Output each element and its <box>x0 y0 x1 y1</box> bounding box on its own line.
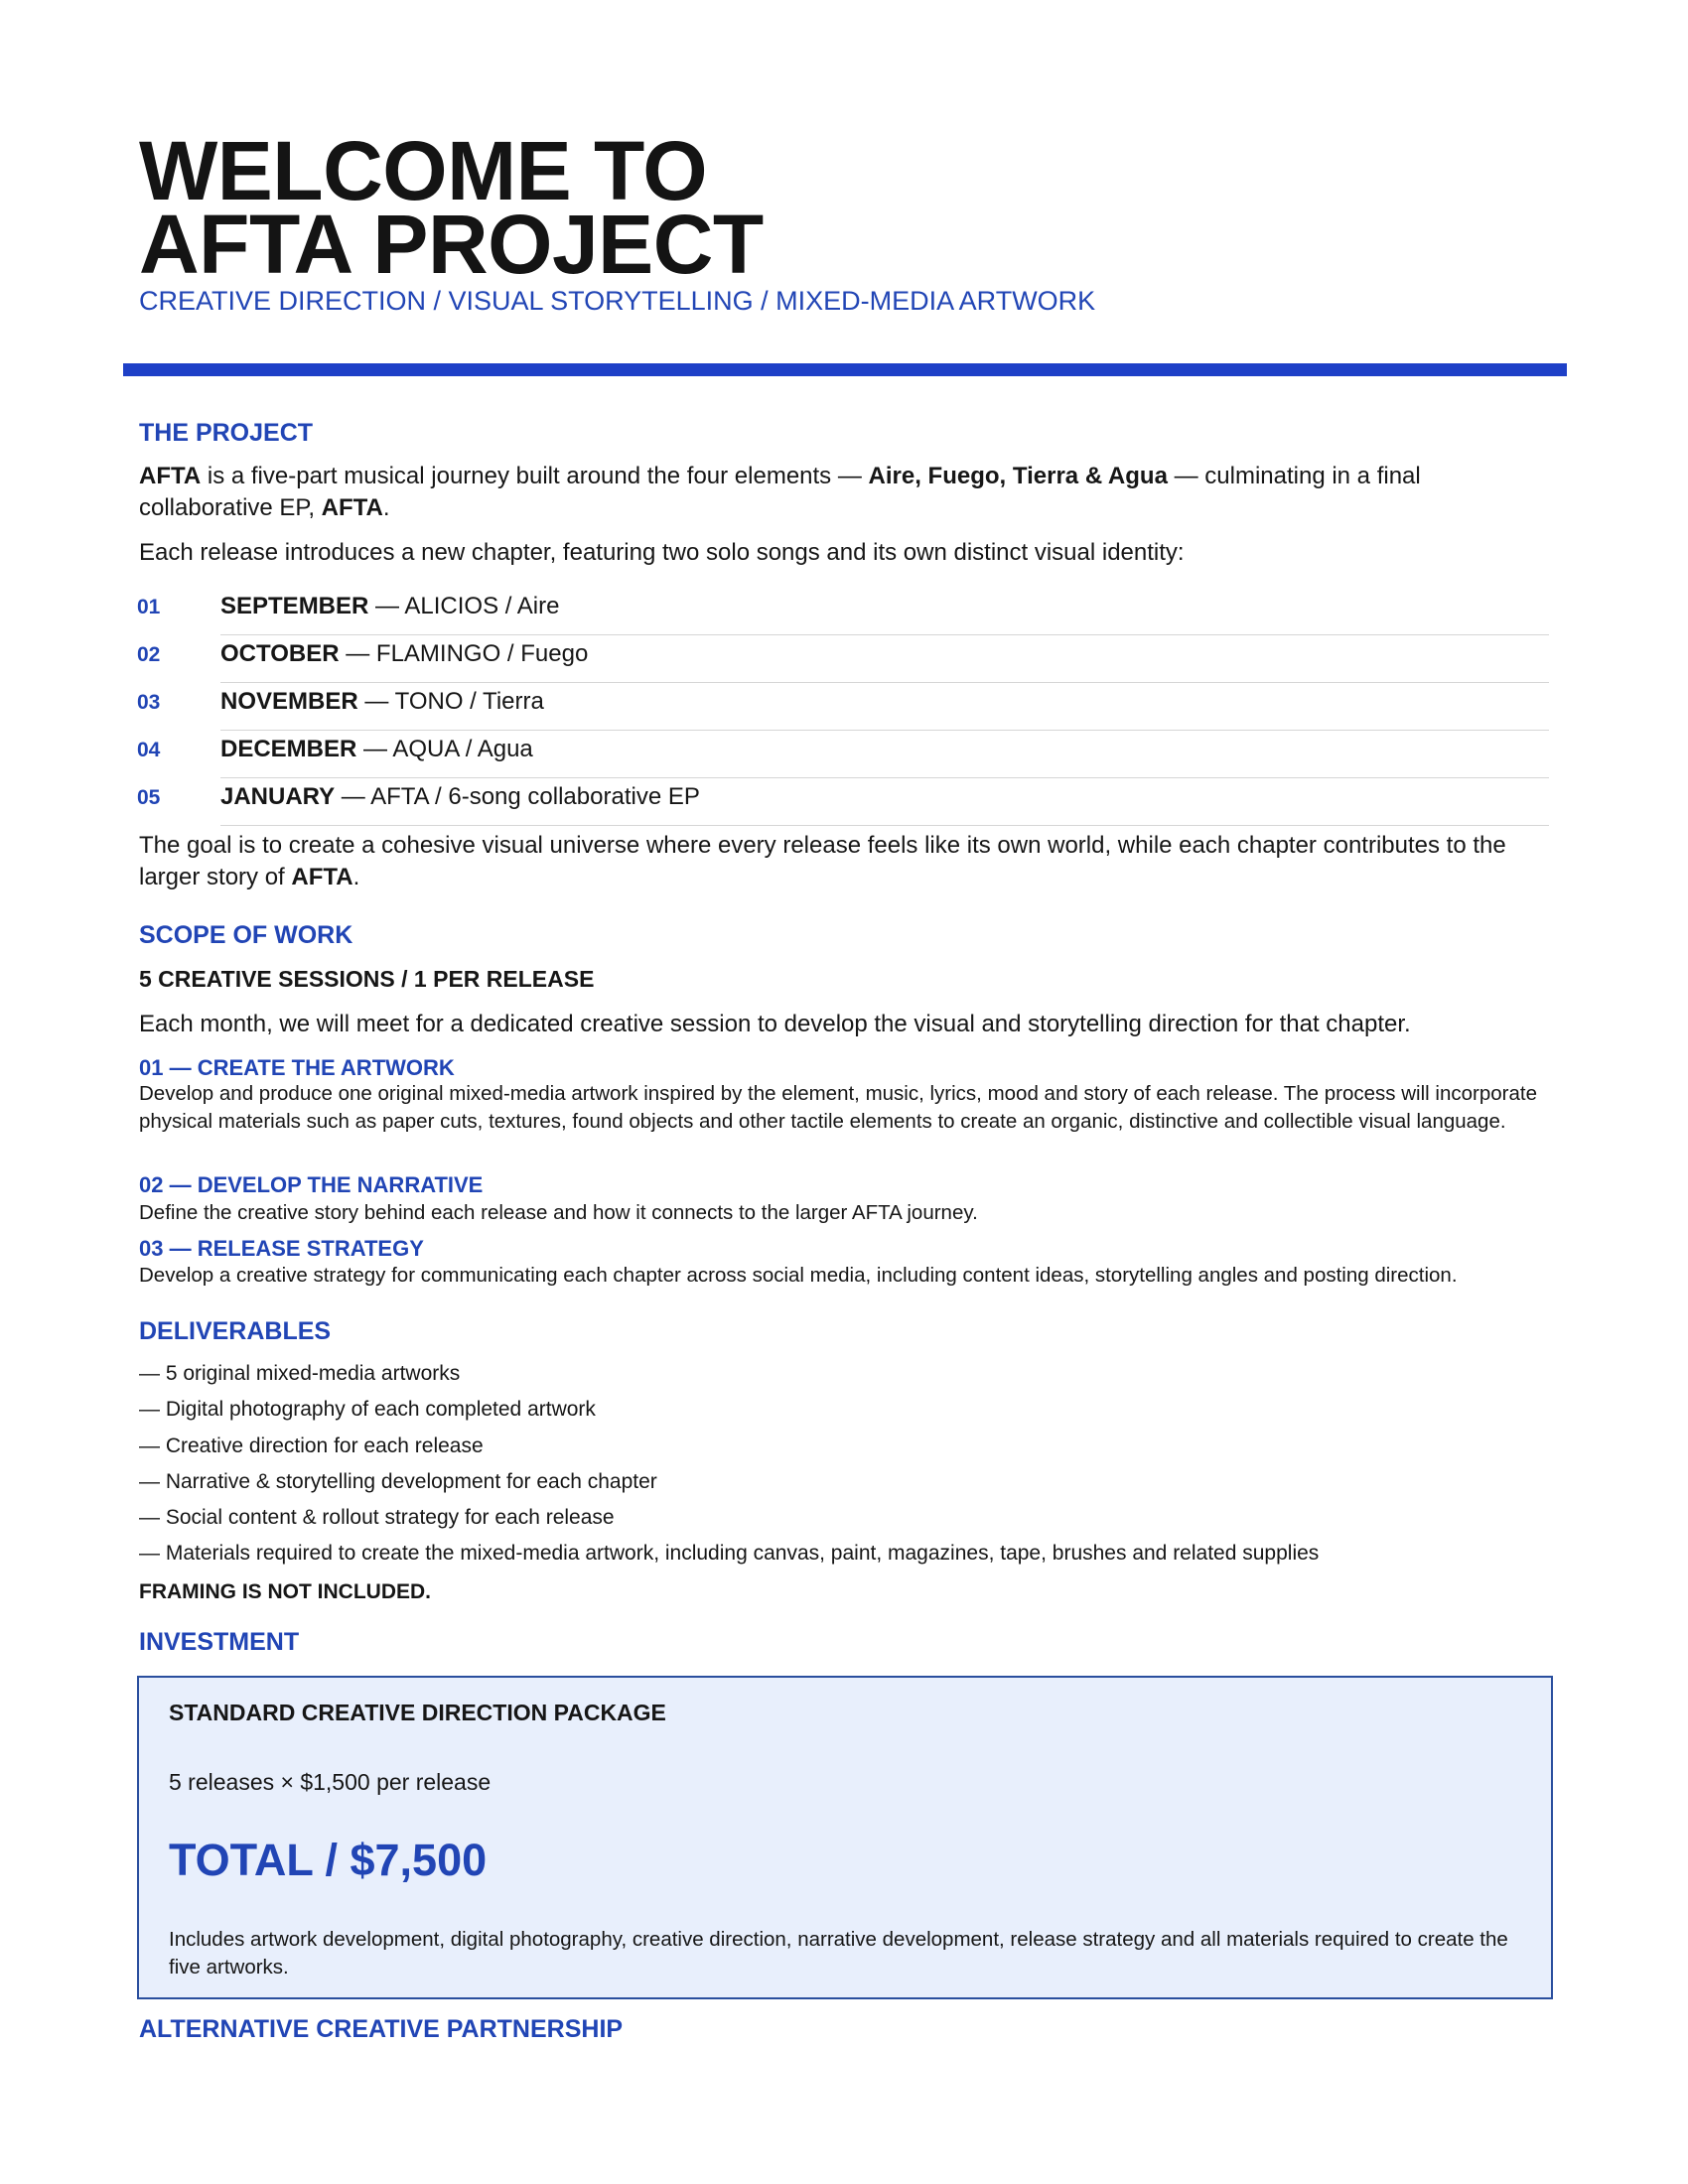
goal-bold-afta: AFTA <box>291 864 353 890</box>
list-item: — Materials required to create the mixed-media artwork, including canvas, paint, magazines, tape, brushes and related supplies <box>139 1542 1320 1566</box>
list-item: — Digital photography of each completed artwork <box>139 1398 596 1422</box>
scope-item-title: 03 — RELEASE STRATEGY <box>139 1236 424 1261</box>
scope-item-title: 02 — DEVELOP THE NARRATIVE <box>139 1172 484 1197</box>
scope-item-body: Define the creative story behind each release and how it connects to the larger AFTA journey. <box>139 1201 978 1224</box>
release-detail: — TONO / Tierra <box>357 688 544 715</box>
release-row <box>129 731 1549 778</box>
intro-text-2: — culminating in a final collaborative EP, <box>139 463 1421 521</box>
release-divider <box>220 825 1549 826</box>
release-text <box>220 640 588 668</box>
release-text <box>220 736 533 763</box>
scope-subheading: 5 CREATIVE SESSIONS / 1 PER RELEASE <box>139 966 595 992</box>
list-item: — Creative direction for each release <box>139 1433 484 1457</box>
intro-bold-ep: AFTA <box>321 494 383 521</box>
release-number: 04 <box>137 739 161 761</box>
project-intro <box>139 461 1549 524</box>
release-detail: — AQUA / Agua <box>356 736 533 762</box>
scope-item-body: Develop a creative strategy for communicating each chapter across social media, including content ideas, storytelling angles and posting direction. <box>139 1264 1458 1287</box>
release-detail: — AFTA / 6-song collaborative EP <box>335 783 700 810</box>
scope-lead: Each month, we will meet for a dedicated creative session to develop the visual and storytelling direction for that chapter. <box>139 1011 1411 1037</box>
project-goal <box>139 830 1549 893</box>
header-divider <box>123 363 1567 376</box>
intro-text-1: is a five-part musical journey built around the four elements — <box>201 463 869 489</box>
intro-text-3: . <box>382 494 390 521</box>
package-title: STANDARD CREATIVE DIRECTION PACKAGE <box>169 1700 666 1725</box>
section-heading-alternative: ALTERNATIVE CREATIVE PARTNERSHIP <box>139 2015 624 2043</box>
release-month: JANUARY <box>220 783 336 810</box>
release-detail: — FLAMINGO / Fuego <box>339 640 589 667</box>
deliverables-list <box>139 1360 1529 1576</box>
list-item: — 5 original mixed-media artworks <box>139 1362 461 1385</box>
scope-item-title: 01 — CREATE THE ARTWORK <box>139 1055 455 1080</box>
release-row <box>129 778 1549 826</box>
page-title <box>139 124 764 291</box>
section-heading-investment: INVESTMENT <box>139 1628 300 1656</box>
release-row <box>129 588 1549 635</box>
release-row <box>129 635 1549 683</box>
framing-note: FRAMING IS NOT INCLUDED. <box>139 1580 431 1603</box>
package-total: TOTAL / $7,500 <box>169 1835 488 1885</box>
section-heading-project: THE PROJECT <box>139 419 314 447</box>
release-row <box>129 683 1549 731</box>
package-calculation: 5 releases × $1,500 per release <box>169 1769 492 1795</box>
release-number: 05 <box>137 786 161 809</box>
release-number: 01 <box>137 596 161 618</box>
release-detail: — ALICIOS / Aire <box>368 593 560 619</box>
section-heading-deliverables: DELIVERABLES <box>139 1317 332 1345</box>
release-number: 03 <box>137 691 161 714</box>
release-text <box>220 688 544 716</box>
list-item: — Social content & rollout strategy for each release <box>139 1506 615 1530</box>
investment-package-box <box>137 1676 1553 1999</box>
release-month: NOVEMBER <box>220 688 358 715</box>
section-heading-scope: SCOPE OF WORK <box>139 921 353 949</box>
title-line-1: WELCOME TO <box>139 124 708 217</box>
release-list <box>129 588 1549 826</box>
release-month: SEPTEMBER <box>220 593 369 619</box>
project-lead: Each release introduces a new chapter, featuring two solo songs and its own distinct visual identity: <box>139 539 1185 566</box>
scope-item-body: Develop and produce one original mixed-media artwork inspired by the element, music, lyrics, mood and story of each release. The process will incorporate physical materials such as paper cuts, textures, found objects and other tactile elements to create an organic, distinctive and collectible visual language. <box>139 1082 1537 1133</box>
goal-text-1: The goal is to create a cohesive visual universe where every release feels like its own world, while each chapter contributes to the larger story of <box>139 832 1506 890</box>
release-month: OCTOBER <box>220 640 340 667</box>
intro-bold-afta: AFTA <box>139 463 202 489</box>
list-item: — Narrative & storytelling development for each chapter <box>139 1469 657 1493</box>
page-subtitle: CREATIVE DIRECTION / VISUAL STORYTELLING / MIXED-MEDIA ARTWORK <box>139 286 1096 316</box>
release-text <box>220 783 700 811</box>
title-line-2: AFTA PROJECT <box>139 198 764 291</box>
package-includes: Includes artwork development, digital photography, creative direction, narrative development, release strategy and all materials required to create the five artworks. <box>169 1928 1508 1979</box>
release-number: 02 <box>137 643 161 666</box>
release-text <box>220 593 559 620</box>
goal-text-2: . <box>352 864 360 890</box>
release-month: DECEMBER <box>220 736 357 762</box>
intro-bold-elements: Aire, Fuego, Tierra & Agua <box>868 463 1168 489</box>
